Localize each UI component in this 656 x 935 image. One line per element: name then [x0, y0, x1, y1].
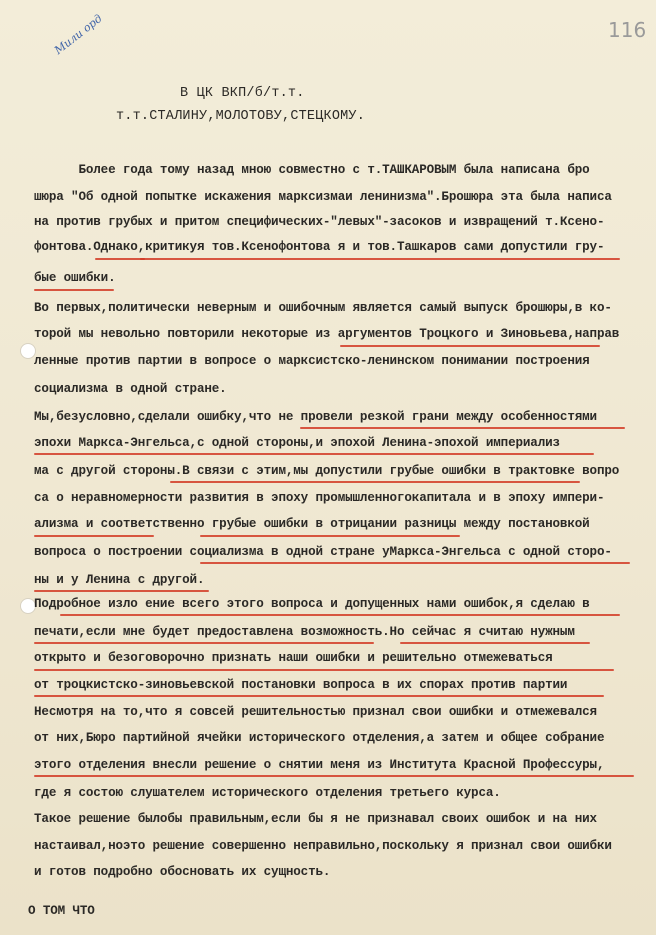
body-line: ма с другой стороны.В связи с этим,мы допустили грубые ошибки в трактовке вопро [34, 464, 620, 478]
body-line: Мы,безусловно,сделали ошибку,что не провели резкой грани между особенностями [34, 410, 597, 424]
red-underline [60, 614, 620, 616]
red-underline [95, 258, 145, 260]
red-underline [200, 562, 630, 564]
red-underline [300, 427, 625, 429]
red-underline [140, 258, 620, 260]
body-line: настаивал,ноэто решение совершенно неправильно,поскольку я признал свои ошибки [34, 839, 612, 853]
address-line-1: В ЦК ВКП/б/т.т. [180, 86, 305, 101]
red-underline [34, 289, 114, 291]
body-line: и готов подробно обосновать их сущность. [34, 865, 331, 879]
body-line: где я состою слушателем исторического отделения третьего курса. [34, 786, 501, 800]
body-line: социализма в одной стране. [34, 382, 227, 396]
red-underline [34, 669, 614, 671]
red-underline [34, 590, 209, 592]
body-line: печати,если мне будет предоставлена возможность.Но сейчас я считаю нужным [34, 625, 575, 639]
body-line: шюра "Об одной попытке искажения марксизмаи ленинизма".Брошюра эта была написа [34, 190, 612, 204]
body-line: фонтова.Однако,критикуя тов.Ксенофонтова я и тов.Ташкаров сами допустили гру- [34, 240, 605, 254]
red-underline [340, 345, 600, 347]
red-underline [200, 535, 460, 537]
body-line: са о неравномерности развития в эпоху промышленногокапитала и в эпоху импери- [34, 491, 605, 505]
body-line: торой мы невольно повторили некоторые из аргументов Троцкого и Зиновьева,направ [34, 327, 620, 341]
body-line: Несмотря на то,что я совсей решительностью признал свои ошибки и отмежевался [34, 705, 597, 719]
body-line: бые ошибки. [34, 271, 116, 285]
body-line: эпохи Маркса-Энгельса,с одной стороны,и эпохой Ленина-эпохой империализ [34, 436, 560, 450]
body-line: Такое решение былобы правильным,если бы я не признавал своих ошибок и на них [34, 812, 597, 826]
body-line: ализма и соответственно грубые ошибки в отрицании разницы между постановкой [34, 517, 590, 531]
red-underline [34, 695, 604, 697]
address-line-2: т.т.СТАЛИНУ,МОЛОТОВУ,СТЕЦКОМУ. [116, 109, 366, 124]
page-number: 116 [608, 18, 647, 42]
body-line: от них,Бюро партийной ячейки исторического отделения,а затем и общее собрание [34, 731, 605, 745]
continuation-catchword: О ТОМ ЧТО [28, 904, 95, 918]
body-line: открыто и безоговорочно признать наши ошибки и решительно отмежеваться [34, 651, 553, 665]
archive-stamp: Мили орд [51, 11, 105, 58]
body-line: этого отделения внесли решение о снятии меня из Института Красной Профессуры, [34, 758, 605, 772]
body-line: Во первых,политически неверным и ошибочным является самый выпуск брошюры,в ко- [34, 301, 612, 315]
red-underline [34, 453, 594, 455]
body-line: Подробное изло ение всего этого вопроса и допущенных нами ошибок,я сделаю в [34, 597, 590, 611]
body-line: ны и у Ленина с другой. [34, 573, 205, 587]
red-underline [34, 775, 634, 777]
body-line: ленные против партии в вопросе о марксистско-ленинском понимании построения [34, 354, 590, 368]
body-line: от троцкистско-зиновьевской постановки вопроса в их спорах против партии [34, 678, 568, 692]
red-underline [170, 481, 580, 483]
red-underline [34, 535, 154, 537]
body-line: Более года тому назад мною совместно с т.ТАШКАРОВЫМ была написана бро [34, 163, 590, 177]
body-line: на против грубых и притом специфических-"левых"-засоков и извращений т.Ксено- [34, 215, 605, 229]
body-line: вопроса о построении социализма в одной стране уМаркса-Энгельса с одной сторо- [34, 545, 612, 559]
red-underline [34, 642, 374, 644]
red-underline [400, 642, 590, 644]
